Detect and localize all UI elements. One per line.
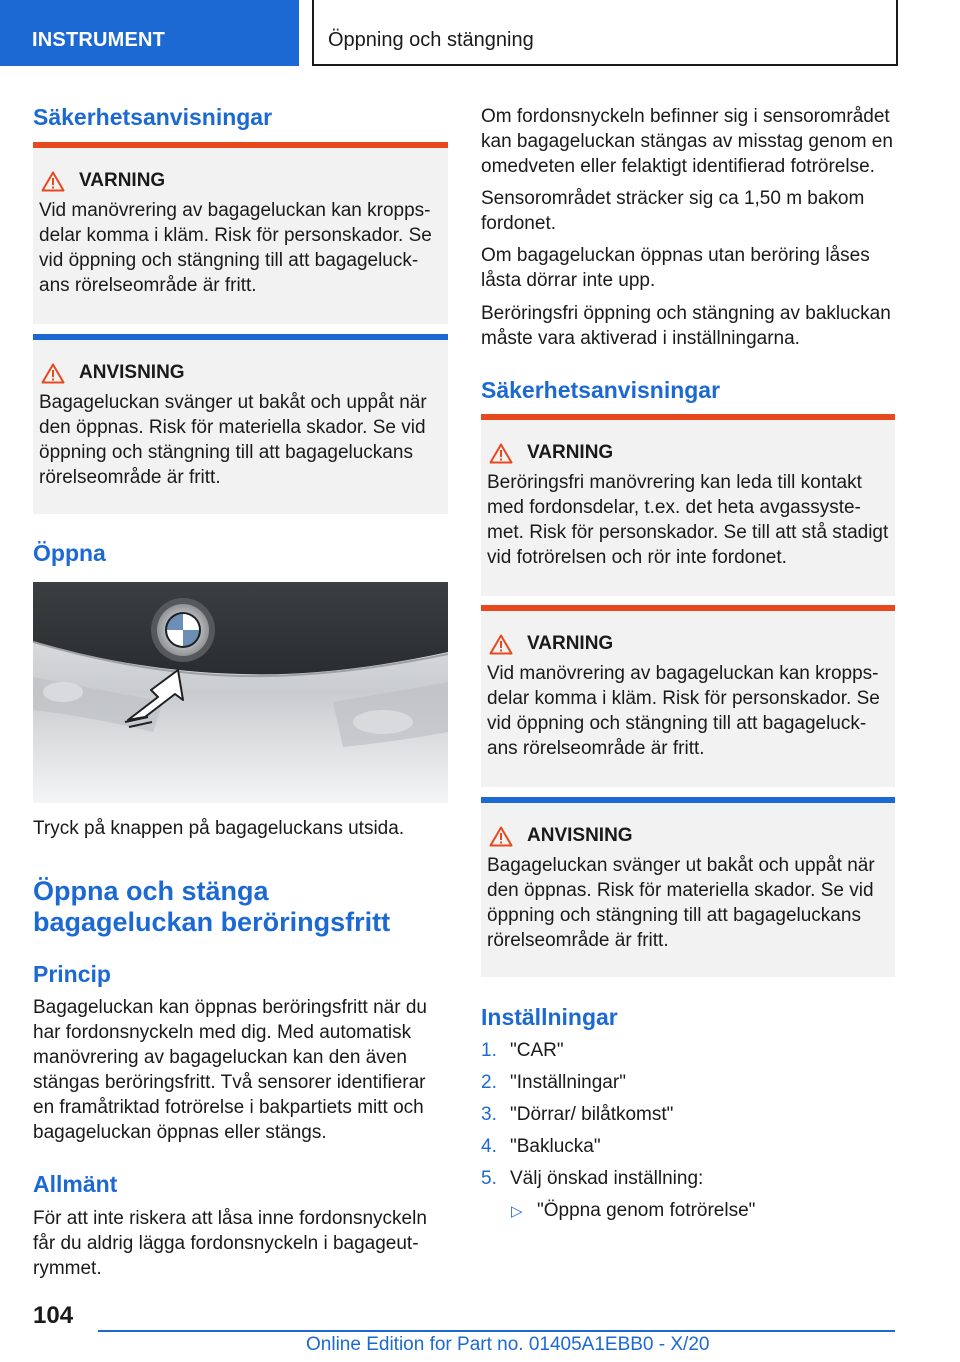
warning-triangle-icon xyxy=(41,363,65,384)
warning-triangle-icon xyxy=(489,443,513,464)
sensor-paragraph-1: Om fordonsnyckeln befinner sig i sensorområdet kan bagageluckan stängas av misstag genom en omedveten eller felaktigt identifierad fotrörelse. xyxy=(481,106,893,177)
tailgate-button-photo xyxy=(33,582,448,803)
warning-triangle-icon xyxy=(41,171,65,192)
list-item xyxy=(481,1168,895,1200)
warning-box-3 xyxy=(481,605,895,787)
header-section-label: INSTRUMENT xyxy=(32,29,166,51)
list-item xyxy=(481,1040,895,1072)
step-number: 1. xyxy=(481,1040,497,1061)
warning-box-3-title xyxy=(487,633,889,655)
warning-box-1 xyxy=(33,142,448,324)
step-number: 3. xyxy=(481,1104,497,1125)
sensor-paragraph-2: Sensorområdet sträcker sig ca 1,50 m bakom fordonet. xyxy=(481,188,865,234)
step-text: "CAR" xyxy=(510,1040,564,1061)
step-text: "Inställningar" xyxy=(510,1072,626,1093)
list-item xyxy=(481,1072,895,1104)
safety-heading-right: Säkerhetsanvisningar xyxy=(481,377,721,403)
photo-caption: Tryck på knappen på bagageluckans utsida. xyxy=(33,818,405,839)
notice-box-1-label: ANVISNING xyxy=(79,362,185,383)
warning-box-2-text: Beröringsfri manövrering kan leda till kontakt med fordonsdelar, t.ex. det heta avgassyste-met. Risk för personskador. Se till att stå stadigt vid fotrörelsen och rör inte fordonet. xyxy=(487,472,889,568)
warning-triangle-icon xyxy=(489,634,513,655)
substep-text: "Öppna genom fotrörelse" xyxy=(537,1200,756,1221)
general-heading: Allmänt xyxy=(33,1171,118,1197)
notice-box-1 xyxy=(33,334,448,514)
header-section-tab xyxy=(0,0,299,66)
page-number: 104 xyxy=(33,1302,74,1329)
list-item xyxy=(481,1104,895,1136)
step-number: 4. xyxy=(481,1136,497,1157)
settings-steps-list xyxy=(481,1040,895,1200)
safety-heading-left: Säkerhetsanvisningar xyxy=(33,104,273,130)
warning-box-2 xyxy=(481,414,895,596)
principle-heading: Princip xyxy=(33,961,111,987)
principle-text: Bagageluckan kan öppnas beröringsfritt när du har fordonsnyckeln med dig. Med automatisk manövrering av bagageluckan kan den även stängas beröringsfritt. Två sensorer identifierar en framåtriktad fotrörelse i bakpartiets mitt och bagageluckan öppnas eller stängs. xyxy=(33,997,427,1143)
substep-item xyxy=(511,1200,895,1226)
header-chapter-label: Öppning och stängning xyxy=(328,29,534,51)
triangle-bullet-icon: ▷ xyxy=(511,1203,523,1220)
notice-box-2 xyxy=(481,797,895,977)
warning-box-2-label: VARNING xyxy=(527,442,614,463)
open-heading: Öppna xyxy=(33,540,106,566)
general-text: För att inte riskera att låsa inne fordonsnyckeln får du aldrig lägga fordonsnyckeln i bagageut-rymmet. xyxy=(33,1208,427,1279)
warning-box-1-text: Vid manövrering av bagageluckan kan kropps-delar komma i kläm. Risk för personskador. Se vid öppning och stängning till att bagageluck-ans rörelseområde är fritt. xyxy=(39,200,432,296)
notice-box-2-label: ANVISNING xyxy=(527,825,633,846)
warning-box-3-text: Vid manövrering av bagageluckan kan kropps-delar komma i kläm. Risk för personskador. Se vid öppning och stängning till att bagageluck-ans rörelseområde är fritt. xyxy=(487,663,880,759)
warning-triangle-icon xyxy=(489,826,513,847)
warning-box-1-label: VARNING xyxy=(79,170,166,191)
footer-rule xyxy=(98,1330,895,1332)
sensor-paragraph-3: Om bagageluckan öppnas utan beröring låses låsta dörrar inte upp. xyxy=(481,245,870,291)
step-text: "Dörrar/ bilåtkomst" xyxy=(510,1104,674,1125)
touchless-heading: Öppna och stänga bagageluckan beröringsfritt xyxy=(33,876,391,937)
sensor-paragraph-4: Beröringsfri öppning och stängning av bakluckan måste vara aktiverad i inställningarna. xyxy=(481,303,891,349)
notice-box-1-text: Bagageluckan svänger ut bakåt och uppåt när den öppnas. Risk för materiella skador. Se vid öppning och stängning till att bagageluckans rörelseområde är fritt. xyxy=(39,392,427,488)
header-chapter-tab xyxy=(312,0,898,66)
warning-box-2-title xyxy=(487,442,889,464)
step-text: "Baklucka" xyxy=(510,1136,601,1157)
footer-edition: Online Edition for Part no. 01405A1EBB0 - X/20 xyxy=(306,1334,710,1355)
list-item xyxy=(481,1136,895,1168)
step-number: 2. xyxy=(481,1072,497,1093)
notice-box-1-title xyxy=(39,362,442,384)
notice-box-2-text: Bagageluckan svänger ut bakåt och uppåt när den öppnas. Risk för materiella skador. Se vid öppning och stängning till att bagageluckans rörelseområde är fritt. xyxy=(487,855,875,951)
step-number: 5. xyxy=(481,1168,497,1189)
step-text: Välj önskad inställning: xyxy=(510,1168,704,1189)
notice-box-2-title xyxy=(487,825,889,847)
warning-box-1-title xyxy=(39,170,442,192)
warning-box-3-label: VARNING xyxy=(527,633,614,654)
settings-heading: Inställningar xyxy=(481,1004,618,1030)
